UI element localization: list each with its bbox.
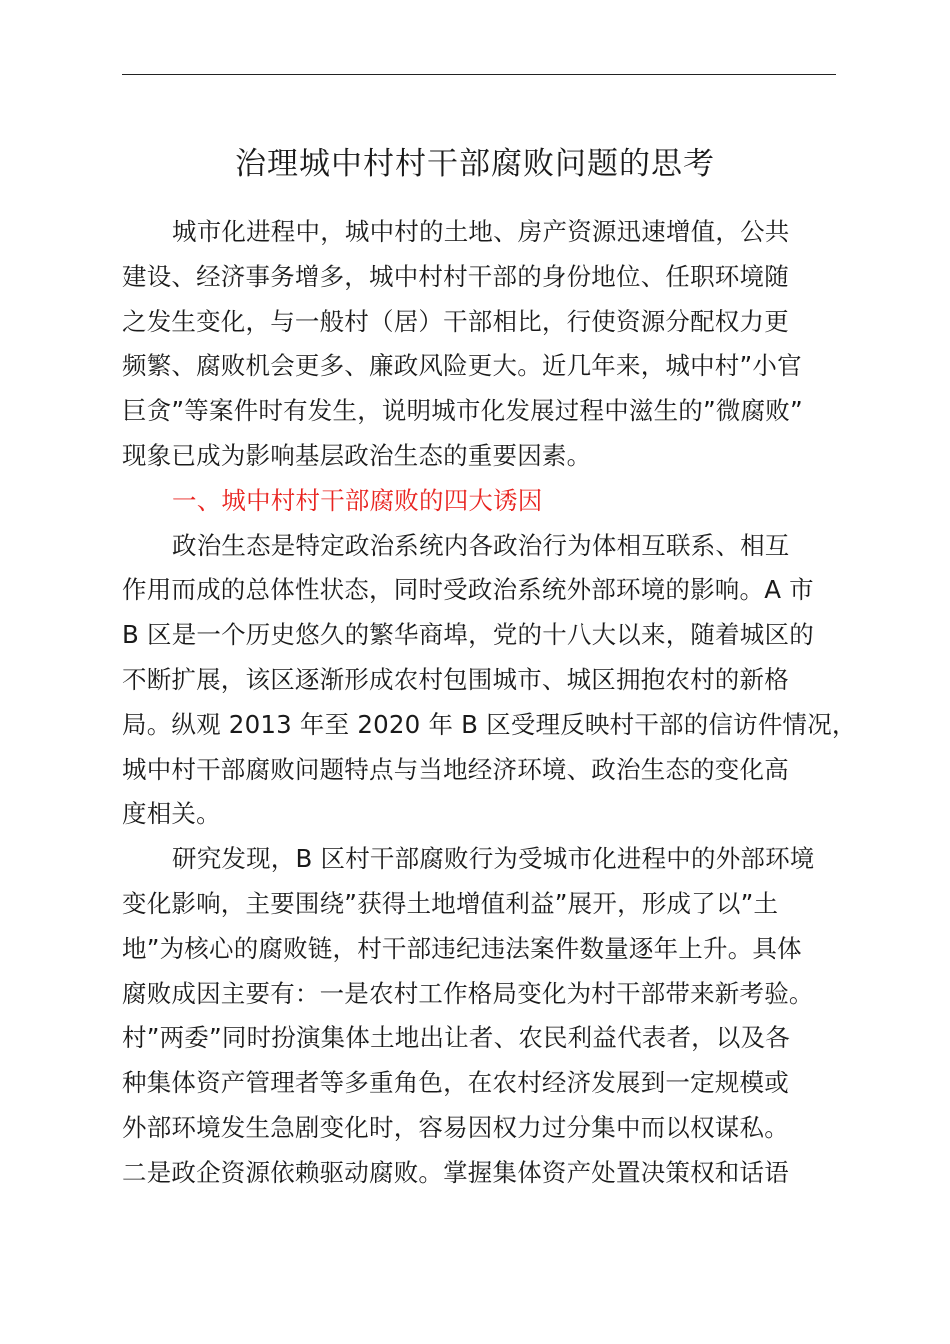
paragraph-2-line-5: 局。纵观 2013 年至 2020 年 B 区受理反映村干部的信访件情况， — [122, 709, 857, 739]
paragraph-2-line-2: 作用而成的总体性状态，同时受政治系统外部环境的影响。A 市 — [122, 575, 814, 605]
document-body — [122, 210, 857, 1196]
paragraph-3-line-8: 二是政企资源依赖驱动腐败。掌握集体资产处置决策权和话语 — [122, 1157, 789, 1187]
paragraph-1-line-5: 巨贪”等案件时有发生，说明城市化发展过程中滋生的”微腐败” — [122, 396, 803, 426]
paragraph-2-line-1: 政治生态是特定政治系统内各政治行为体相互联系、相互 — [172, 530, 790, 560]
paragraph-3-line-4: 腐败成因主要有：一是农村工作格局变化为村干部带来新考验。 — [122, 978, 814, 1008]
paragraph-2-line-3: B 区是一个历史悠久的繁华商埠，党的十八大以来，随着城区的 — [122, 620, 814, 650]
header-rule — [122, 74, 836, 75]
paragraph-3-line-5: 村”两委”同时扮演集体土地出让者、农民利益代表者，以及各 — [122, 1023, 790, 1053]
paragraph-2-line-7: 度相关。 — [122, 799, 221, 829]
paragraph-3-line-2: 变化影响，主要围绕”获得土地增值利益”展开，形成了以”土 — [122, 888, 779, 918]
section-heading: 一、城中村村干部腐败的四大诱因 — [172, 485, 543, 515]
paragraph-1-line-2: 建设、经济事务增多，城中村村干部的身份地位、任职环境随 — [122, 261, 789, 291]
paragraph-2-line-4: 不断扩展，该区逐渐形成农村包围城市、城区拥抱农村的新格 — [122, 664, 789, 694]
paragraph-3-line-1: 研究发现，B 区村干部腐败行为受城市化进程中的外部环境 — [172, 844, 815, 874]
paragraph-1-line-1: 城市化进程中，城中村的土地、房产资源迅速增值，公共 — [172, 217, 790, 246]
paragraph-2-line-6: 城中村干部腐败问题特点与当地经济环境、政治生态的变化高 — [122, 754, 789, 784]
document-title: 治理城中村村干部腐败问题的思考 — [235, 146, 715, 182]
paragraph-1-line-4: 频繁、腐败机会更多、廉政风险更大。近几年来，城中村”小官 — [122, 351, 802, 381]
paragraph-1-line-3: 之发生变化，与一般村（居）干部相比，行使资源分配权力更 — [122, 306, 789, 336]
paragraph-1-line-6: 现象已成为影响基层政治生态的重要因素。 — [122, 440, 592, 470]
paragraph-3-line-3: 地”为核心的腐败链，村干部违纪违法案件数量逐年上升。具体 — [122, 933, 802, 963]
paragraph-3-line-7: 外部环境发生急剧变化时，容易因权力过分集中而以权谋私。 — [122, 1112, 789, 1142]
paragraph-3-line-6: 种集体资产管理者等多重角色，在农村经济发展到一定规模或 — [122, 1068, 789, 1098]
